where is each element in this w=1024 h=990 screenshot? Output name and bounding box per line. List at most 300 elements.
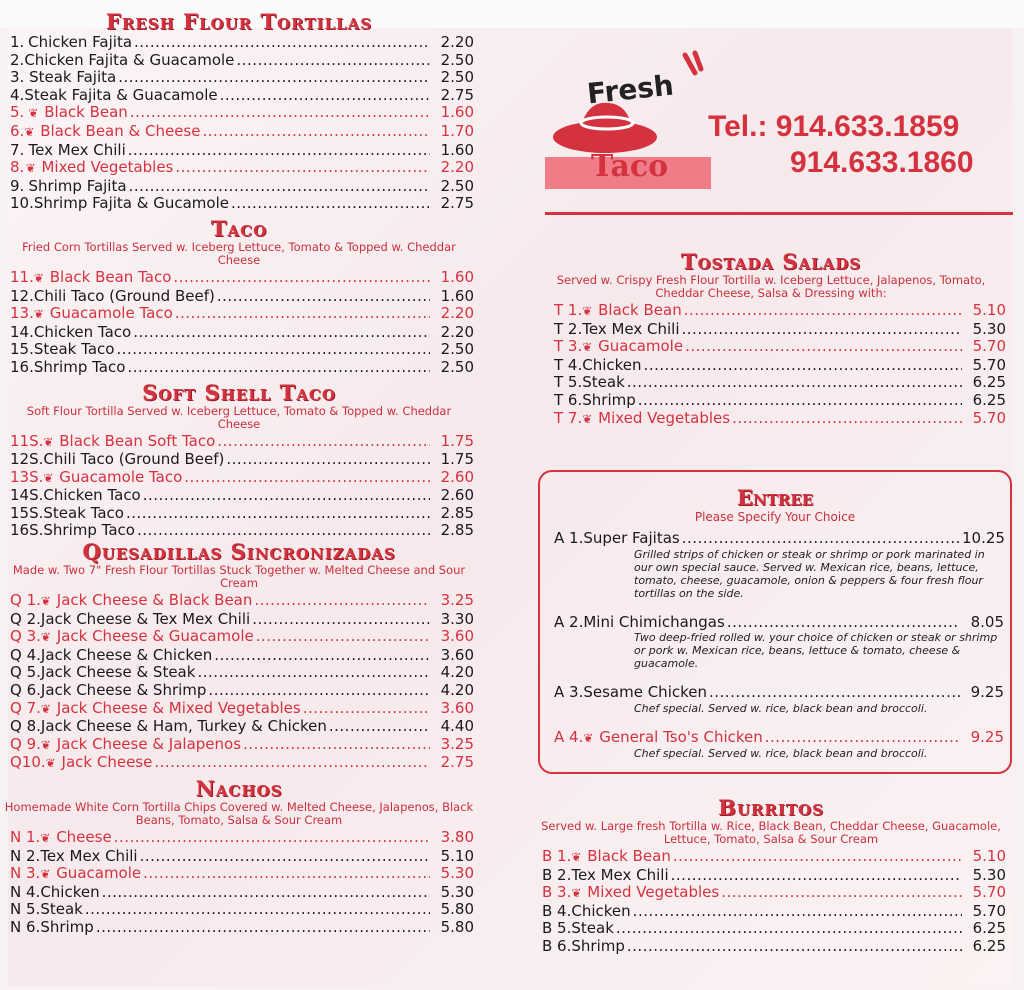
menu-item[interactable] (536, 392, 1006, 410)
menu-item[interactable] (4, 341, 474, 359)
item-number: T 5. (554, 373, 583, 392)
dot-leader (134, 34, 430, 52)
item-name: Steak Taco (33, 340, 115, 359)
item-price: 2.85 (440, 521, 474, 540)
menu-item[interactable] (4, 269, 474, 288)
item-number: A 4. (554, 727, 584, 746)
vegetarian-leaf-icon: ❦ (28, 106, 43, 121)
menu-section (4, 217, 474, 377)
item-name: ❦ Jack Cheese & Mixed Vegetables (40, 698, 301, 717)
menu-item[interactable] (4, 664, 474, 682)
entree-item (540, 684, 1010, 715)
item-name: Steak Fajita (29, 68, 117, 87)
item-name: Steak (571, 919, 614, 938)
menu-item[interactable] (4, 718, 474, 736)
section-description: Served w. Crispy Fresh Flour Tortilla w. Iceberg Lettuce, Jalapenos, Tomato, Cheddar Cheese, Salsa & Dressing with: (556, 273, 986, 300)
menu-item[interactable] (536, 884, 1006, 903)
item-number: 9. (10, 176, 25, 195)
menu-item[interactable] (4, 522, 474, 540)
item-price: 1.75 (440, 450, 474, 469)
menu-section (4, 777, 474, 937)
menu-item[interactable] (536, 867, 1006, 885)
menu-item[interactable] (536, 338, 1006, 357)
item-name: Shrimp Taco (43, 521, 135, 540)
item-name: Jack Cheese & Chicken (40, 645, 213, 664)
item-price: 5.70 (972, 883, 1006, 902)
item-name: ❦ Black Bean (571, 847, 671, 865)
item-name: Chicken Taco (33, 322, 132, 341)
dot-leader (682, 530, 960, 548)
item-name: Chicken (571, 901, 631, 920)
menu-item[interactable] (4, 142, 474, 160)
menu-item[interactable] (4, 288, 474, 306)
menu-item[interactable] (536, 938, 1006, 956)
item-number: 2. (10, 50, 25, 69)
entree-section (538, 470, 1012, 774)
menu-item[interactable] (4, 884, 474, 902)
item-price: 5.10 (440, 846, 474, 865)
fresh-taco-logo (545, 45, 711, 191)
item-price: 5.30 (972, 319, 1006, 338)
menu-item[interactable] (4, 829, 474, 848)
dot-leader (252, 611, 430, 629)
item-number: Q10. (10, 753, 46, 772)
section-description: Made w. Two 7" Fresh Flour Tortillas Stuck Together w. Melted Cheese and Sour Cream (12, 563, 466, 591)
dot-leader (627, 374, 962, 392)
item-name: ❦ Jack Cheese & Jalapenos (40, 734, 242, 753)
item-price: 5.70 (972, 408, 1006, 427)
item-price: 1.60 (440, 103, 474, 122)
section-title: Entree (736, 485, 814, 510)
item-price: 1.60 (440, 140, 474, 159)
phone-line-2 (790, 146, 974, 180)
menu-item[interactable] (536, 848, 1006, 867)
menu-item[interactable] (4, 87, 474, 105)
section-title: Nachos (195, 776, 283, 801)
dot-leader (633, 903, 962, 921)
item-name: Chicken (40, 882, 100, 901)
item-number: B 2. (542, 865, 572, 884)
menu-item[interactable] (4, 34, 474, 52)
item-name: Chili Taco (Ground Beef) (43, 450, 225, 469)
logo-taco-text: Taco (591, 149, 669, 184)
item-price: 2.75 (440, 194, 474, 213)
menu-item[interactable] (4, 919, 474, 937)
dot-leader (129, 178, 430, 196)
item-number: B 6. (542, 936, 572, 955)
dot-leader (329, 718, 430, 736)
item-price: 6.25 (972, 373, 1006, 392)
item-name: Chicken (582, 355, 642, 374)
item-price: 2.20 (440, 158, 474, 177)
menu-item[interactable] (4, 159, 474, 178)
item-price: 9.25 (970, 727, 1004, 746)
phone-number-1[interactable]: 914.633.1859 (775, 110, 960, 143)
dot-leader (256, 628, 430, 646)
item-price: 4.20 (440, 681, 474, 700)
item-price: 3.25 (440, 591, 474, 610)
item-name: Jack Cheese & Ham, Turkey & Chicken (40, 717, 327, 736)
item-name: ❦ Mixed Vegetables (25, 158, 174, 177)
dot-leader (208, 682, 430, 700)
item-price: 2.20 (440, 304, 474, 323)
item-number: Q 9. (10, 734, 41, 753)
vegetarian-leaf-icon: ❦ (33, 270, 48, 285)
section-description: Soft Flour Tortilla Served w. Iceberg Lettuce, Tomato & Topped w. Cheddar Cheese (26, 403, 452, 431)
dot-leader (254, 592, 430, 610)
item-number: Q 1. (10, 591, 41, 610)
item-price: 5.70 (972, 337, 1006, 356)
menu-item[interactable] (554, 530, 1004, 548)
menu-item[interactable] (4, 178, 474, 196)
dot-leader (732, 410, 962, 428)
item-number: T 1. (554, 301, 583, 319)
vegetarian-leaf-icon: ❦ (582, 411, 597, 426)
dot-leader (202, 123, 430, 141)
item-number: 14. (10, 322, 34, 341)
item-number: Q 6. (10, 681, 41, 700)
section-title: Quesadillas Sincronizadas (82, 539, 396, 565)
menu-section (4, 10, 474, 213)
item-name: Chicken Taco (43, 486, 141, 505)
item-number: T 6. (554, 390, 583, 409)
menu-item[interactable] (4, 865, 474, 884)
item-number: Q 8. (10, 717, 41, 736)
item-price: 3.60 (440, 698, 474, 717)
dot-leader (644, 357, 962, 375)
item-number: N 6. (10, 917, 41, 936)
item-number: 6. (10, 121, 25, 140)
menu-section (536, 250, 1006, 428)
dot-leader (685, 338, 962, 356)
menu-item[interactable] (4, 592, 474, 611)
item-price: 1.70 (440, 121, 474, 140)
dot-leader (85, 901, 430, 919)
menu-item[interactable] (4, 433, 474, 452)
dot-leader (127, 359, 430, 377)
item-price: 2.85 (440, 503, 474, 522)
item-name: Shrimp (582, 390, 636, 409)
item-number: 13S. (10, 467, 44, 486)
dot-leader (214, 647, 430, 665)
item-number: 15. (10, 340, 34, 359)
item-name: Mini Chimichangas (583, 612, 725, 631)
item-price: 3.25 (440, 734, 474, 753)
menu-section (4, 381, 474, 541)
item-name: ❦ Jack Cheese (45, 753, 153, 772)
item-number: 16S. (10, 521, 44, 540)
vegetarian-leaf-icon: ❦ (582, 304, 597, 318)
item-number: 5. (10, 103, 25, 122)
item-name: ❦ Mixed Vegetables (571, 883, 720, 902)
menu-item[interactable] (554, 729, 1004, 748)
menu-item[interactable] (536, 903, 1006, 921)
section-description: Please Specify Your Choice (694, 510, 856, 524)
dot-leader (673, 848, 962, 866)
item-price: 5.10 (972, 301, 1006, 319)
dot-leader (231, 195, 430, 213)
vegetarian-leaf-icon: ❦ (40, 594, 55, 609)
menu-item[interactable] (536, 302, 1006, 321)
dot-leader (175, 305, 430, 323)
menu-item[interactable] (4, 305, 474, 324)
item-name: Chili Taco (Ground Beef) (33, 286, 215, 305)
menu-item[interactable] (4, 359, 474, 377)
vegetarian-leaf-icon: ❦ (33, 307, 48, 322)
item-number: 12S. (10, 450, 44, 469)
menu-item[interactable] (536, 374, 1006, 392)
item-number: N 2. (10, 846, 41, 865)
burritos-section (536, 796, 1006, 956)
dot-leader (616, 920, 962, 938)
item-number: N 4. (10, 882, 41, 901)
item-price: 9.25 (970, 683, 1004, 702)
vegetarian-leaf-icon: ❦ (40, 831, 55, 845)
dot-leader (143, 865, 430, 883)
item-price: 3.60 (440, 627, 474, 646)
item-number: T 7. (554, 408, 583, 427)
item-number: B 1. (542, 847, 572, 865)
entree-item (540, 614, 1010, 671)
menu-item[interactable] (4, 754, 474, 773)
vegetarian-leaf-icon: ❦ (45, 756, 60, 771)
item-price: 3.30 (440, 609, 474, 628)
item-price: 6.25 (972, 919, 1006, 938)
menu-item[interactable] (4, 700, 474, 719)
item-name: Chicken Fajita & Guacamole (24, 50, 235, 69)
item-number: N 3. (10, 864, 41, 883)
item-price: 8.05 (970, 612, 1004, 631)
item-name: Tex Mex Chili (28, 140, 126, 159)
phone-number-2[interactable]: 914.633.1860 (790, 146, 974, 179)
dot-leader (226, 451, 430, 469)
item-price: 5.30 (972, 865, 1006, 884)
menu-item[interactable] (4, 69, 474, 87)
item-price: 1.60 (440, 286, 474, 305)
section-title: Burritos (718, 795, 824, 820)
menu-item[interactable] (4, 901, 474, 919)
vegetarian-leaf-icon: ❦ (24, 124, 39, 139)
item-number: N 5. (10, 900, 41, 919)
menu-item[interactable] (554, 614, 1004, 632)
menu-item[interactable] (4, 736, 474, 755)
dot-leader (727, 614, 960, 632)
item-price: 2.60 (440, 486, 474, 505)
vegetarian-leaf-icon: ❦ (582, 340, 597, 355)
dot-leader (765, 729, 960, 747)
dot-leader (243, 736, 430, 754)
dot-leader (140, 848, 430, 866)
item-price: 2.20 (440, 33, 474, 51)
dot-leader (133, 324, 430, 342)
menu-item[interactable] (4, 505, 474, 523)
item-number: Q 5. (10, 663, 41, 682)
dot-leader (682, 321, 962, 339)
menu-item[interactable] (4, 324, 474, 342)
item-price: 2.50 (440, 176, 474, 195)
dot-leader (638, 392, 962, 410)
item-name: Sesame Chicken (583, 683, 707, 702)
item-number: 3. (10, 68, 25, 87)
section-description: Fried Corn Tortillas Served w. Iceberg Lettuce, Tomato & Topped w. Cheddar Cheese (22, 239, 456, 267)
item-number: A 3. (554, 683, 584, 702)
header-divider (545, 212, 1013, 215)
item-name: Tex Mex Chili (571, 865, 669, 884)
dot-leader (721, 884, 962, 902)
dot-leader (126, 505, 430, 523)
item-description: Two deep-fried rolled w. your choice of chicken or steak or shrimp or pork w. Mexican rice, beans, lettuce & tomato, cheese & guacamole. (634, 631, 998, 671)
dot-leader (184, 469, 430, 487)
item-name: Shrimp (40, 917, 94, 936)
vegetarian-leaf-icon: ❦ (43, 434, 58, 449)
dot-leader (102, 884, 430, 902)
item-name: ❦ Black Bean Soft Taco (43, 431, 216, 450)
dot-leader (173, 269, 430, 287)
item-name: ❦ General Tso's Chicken (583, 727, 763, 746)
item-price: 6.25 (972, 936, 1006, 955)
item-name: ❦ Guacamole Taco (33, 304, 173, 323)
menu-item[interactable] (554, 684, 1004, 702)
item-number: B 4. (542, 901, 572, 920)
item-name: Steak (582, 373, 625, 392)
menu-item[interactable] (4, 628, 474, 647)
item-name: ❦ Black Bean & Cheese (24, 121, 201, 140)
item-name: Shrimp Taco (33, 357, 126, 376)
menu-item[interactable] (536, 410, 1006, 429)
item-price: 5.10 (972, 847, 1006, 865)
item-price: 4.40 (440, 717, 474, 736)
vegetarian-leaf-icon: ❦ (40, 630, 55, 645)
menu-item[interactable] (4, 104, 474, 123)
section-title: Taco (210, 215, 268, 241)
item-price: 2.50 (440, 340, 474, 359)
dot-leader (96, 919, 430, 937)
menu-item[interactable] (4, 123, 474, 142)
item-name: Tex Mex Chili (40, 846, 138, 865)
item-name: Steak Taco (43, 503, 124, 522)
menu-item[interactable] (4, 848, 474, 866)
menu-item[interactable] (536, 321, 1006, 339)
item-name: ❦ Guacamole (40, 864, 142, 883)
menu-item[interactable] (4, 611, 474, 629)
item-number: B 5. (542, 919, 572, 938)
dot-leader (303, 700, 430, 718)
item-number: 16. (10, 357, 34, 376)
left-column (4, 10, 474, 937)
menu-item[interactable] (4, 195, 474, 213)
logo-fresh-text: Fresh (585, 68, 676, 111)
section-description: Served w. Large fresh Tortilla w. Rice, Black Bean, Cheddar Cheese, Guacamole, Lettuce, Tomato, Salsa & Sour Cream (541, 819, 1001, 846)
item-name: ❦ Black Bean (28, 103, 128, 122)
item-description: Chef special. Served w. rice, black bean and broccoli. (634, 701, 928, 715)
item-number: T 2. (554, 319, 583, 338)
dot-leader (671, 867, 962, 885)
item-name: ❦ Guacamole Taco (43, 467, 183, 486)
item-number: 8. (10, 158, 25, 177)
item-name: Chicken Fajita (28, 33, 133, 51)
vegetarian-leaf-icon: ❦ (40, 737, 55, 752)
item-number: 7. (10, 140, 25, 159)
item-name: ❦ Jack Cheese & Guacamole (40, 627, 254, 646)
dot-leader (217, 288, 430, 306)
menu-item[interactable] (4, 469, 474, 488)
item-name: Shrimp (571, 936, 625, 955)
dot-leader (684, 302, 962, 320)
dot-leader (197, 664, 430, 682)
item-name: Steak Fajita & Guacamole (24, 85, 218, 104)
item-number: T 4. (554, 355, 583, 374)
item-number: 11. (10, 267, 34, 286)
tostada-section (536, 222, 1006, 428)
item-name: ❦ Guacamole (582, 337, 684, 356)
item-name: Tex Mex Chili (582, 319, 680, 338)
dot-leader (220, 87, 430, 105)
vegetarian-leaf-icon: ❦ (40, 867, 55, 882)
menu-item[interactable] (4, 487, 474, 505)
dot-leader (116, 341, 430, 359)
item-price: 5.70 (972, 901, 1006, 920)
phone-line-1 (708, 110, 959, 144)
menu-item[interactable] (536, 357, 1006, 375)
item-price: 3.60 (440, 645, 474, 664)
item-name: Jack Cheese & Steak (40, 663, 196, 682)
item-name: Shrimp Fajita (28, 176, 127, 195)
item-price: 5.30 (440, 864, 474, 883)
item-number: A 2. (554, 612, 584, 631)
item-price: 5.70 (972, 355, 1006, 374)
section-title: Soft Shell Taco (142, 379, 336, 405)
item-price: 10.25 (962, 529, 1005, 547)
item-price: 3.80 (440, 828, 474, 846)
item-price: 1.75 (440, 431, 474, 450)
item-number: 1. (10, 33, 25, 51)
item-name: ❦ Black Bean (582, 301, 682, 319)
dot-leader (709, 684, 960, 702)
item-name: Shrimp Fajita & Gucamole (33, 194, 229, 213)
item-name: Super Fajitas (583, 529, 680, 547)
item-name: ❦ Black Bean Taco (33, 267, 172, 286)
item-price: 5.80 (440, 917, 474, 936)
item-number: Q 2. (10, 609, 41, 628)
menu-item[interactable] (536, 920, 1006, 938)
dot-leader (154, 754, 430, 772)
menu-item[interactable] (4, 451, 474, 469)
item-number: Q 7. (10, 698, 41, 717)
section-title: Tostada Salads (680, 249, 862, 274)
item-description: Grilled strips of chicken or steak or shrimp or pork marinated in our own special sauce. Served w. Mexican rice, beans, lettuce, tomato, cheese, guacamole, onion & peppers & four fresh flour tortillas on the side. (634, 547, 985, 600)
item-price: 2.60 (440, 467, 474, 486)
item-number: 13. (10, 304, 34, 323)
item-number: Q 3. (10, 627, 41, 646)
vegetarian-leaf-icon: ❦ (43, 470, 58, 485)
dot-leader (128, 142, 430, 160)
entree-item (540, 530, 1010, 600)
item-price: 2.20 (440, 322, 474, 341)
menu-item[interactable] (4, 682, 474, 700)
dot-leader (137, 522, 430, 540)
menu-item[interactable] (4, 647, 474, 665)
item-number: 12. (10, 286, 34, 305)
item-number: 15S. (10, 503, 44, 522)
item-name: Jack Cheese & Shrimp (40, 681, 207, 700)
item-price: 2.50 (440, 357, 474, 376)
vegetarian-leaf-icon: ❦ (571, 886, 586, 901)
section-description: Homemade White Corn Tortilla Chips Covered w. Melted Cheese, Jalapenos, Black Beans, Tomato, Salsa & Sour Cream (4, 800, 474, 827)
menu-item[interactable] (4, 52, 474, 70)
item-name: ❦ Mixed Vegetables (582, 408, 731, 427)
dot-leader (143, 487, 430, 505)
dot-leader (236, 52, 430, 70)
